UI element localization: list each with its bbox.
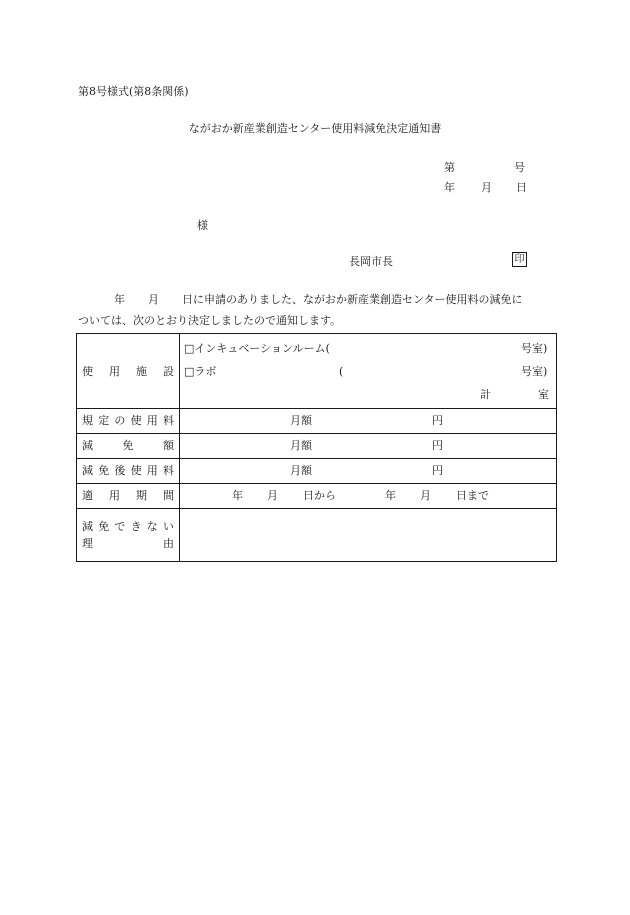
reduced-fee-monthly: 月額 (290, 464, 312, 477)
issue-date-year: 年 (444, 181, 455, 194)
period-end-month: 月 (420, 489, 431, 502)
reduction-amount-monthly: 月額 (290, 439, 312, 452)
reason-label-line-2 (82, 538, 174, 549)
label-character: 額 (163, 439, 174, 452)
lab-number-suffix: 号室) (521, 365, 548, 378)
standard-fee-label (82, 415, 174, 426)
table-row-divider (77, 408, 556, 409)
period-end-day: 日まで (456, 489, 489, 502)
issue-date-day: 日 (516, 181, 527, 194)
standard-fee-monthly: 月額 (290, 414, 312, 427)
table-row-divider (77, 458, 556, 459)
table-column-divider (179, 334, 180, 561)
label-character: 定 (98, 414, 110, 427)
document-number-prefix: 第 (444, 161, 455, 174)
label-character: 用 (146, 464, 158, 477)
period-start-month: 月 (267, 489, 278, 502)
reduction-details-table (76, 333, 557, 562)
total-rooms-suffix: 室 (538, 388, 549, 401)
label-character: 免 (122, 439, 134, 452)
label-character: 用 (109, 489, 120, 502)
period-end-year: 年 (385, 489, 396, 502)
label-character: な (146, 520, 158, 533)
incubation-room-number-suffix: 号室) (521, 342, 548, 355)
body-month: 月 (148, 293, 159, 306)
label-character: 規 (82, 414, 93, 427)
label-character: 免 (98, 464, 110, 477)
label-character: 設 (163, 365, 174, 378)
reason-label-line-1 (82, 521, 174, 532)
reduced-fee-yen: 円 (432, 464, 443, 477)
reduced-fee-label (82, 465, 174, 476)
issuer-name: 長岡市長 (349, 255, 393, 268)
document-number-suffix: 号 (514, 161, 525, 174)
label-character: 適 (82, 489, 93, 502)
label-character: 間 (163, 489, 174, 502)
label-character: 減 (82, 439, 93, 452)
label-character: で (114, 520, 126, 533)
label-character: 減 (82, 520, 93, 533)
label-character: 使 (130, 464, 142, 477)
label-character: 施 (136, 365, 147, 378)
label-character: 使 (82, 365, 93, 378)
label-character: 期 (136, 489, 147, 502)
period-start-year: 年 (232, 489, 243, 502)
body-year: 年 (114, 293, 125, 306)
label-character: 用 (109, 365, 120, 378)
label-character: 免 (98, 520, 110, 533)
label-character: の (114, 414, 126, 427)
addressee-honorific: 様 (197, 219, 208, 232)
label-character: い (162, 520, 174, 533)
label-character: 使 (130, 414, 142, 427)
facility-label (82, 366, 174, 377)
table-row-divider (77, 508, 556, 509)
label-character: 後 (114, 464, 126, 477)
total-label: 計 (480, 388, 491, 401)
body-text-line-2: ついては、次のとおり決定しましたので通知します。 (78, 314, 342, 327)
label-character: 料 (162, 414, 174, 427)
reduction-amount-yen: 円 (432, 439, 443, 452)
standard-fee-yen: 円 (432, 414, 443, 427)
body-text-rest: 日に申請のありました、ながおか新産業創造センター使用料の減免に (182, 293, 523, 306)
form-number-label: 第8号様式(第8条関係) (78, 85, 189, 98)
reason-label-char-a: 理 (82, 537, 93, 550)
label-character: 用 (146, 414, 158, 427)
period-label (82, 490, 174, 501)
label-character: 料 (162, 464, 174, 477)
table-row-divider (77, 483, 556, 484)
table-row-divider (77, 433, 556, 434)
reason-label-char-b: 由 (163, 537, 174, 550)
lab-open-paren: ( (339, 365, 344, 378)
issue-date-month: 月 (481, 181, 492, 194)
seal-stamp: 印 (512, 252, 527, 267)
incubation-room-checkbox-label: □インキュベーションルーム( (184, 342, 330, 355)
reduction-amount-label (82, 440, 174, 451)
lab-checkbox-label: □ラボ (184, 365, 217, 378)
label-character: き (130, 520, 142, 533)
document-title: ながおか新産業創造センター使用料減免決定通知書 (188, 122, 442, 135)
label-character: 減 (82, 464, 93, 477)
period-start-day: 日から (303, 489, 336, 502)
